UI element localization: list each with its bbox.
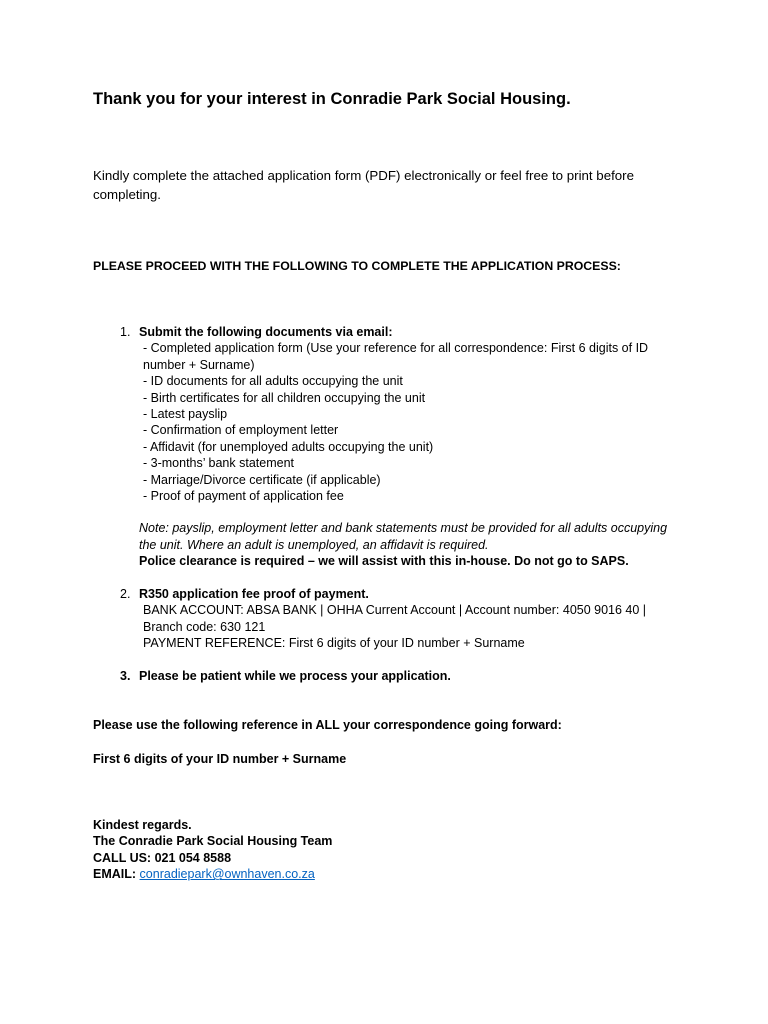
proceed-heading: PLEASE PROCEED WITH THE FOLLOWING TO COMPLETE THE APPLICATION PROCESS:: [93, 259, 621, 273]
step-1-number: 1.: [120, 325, 131, 339]
note-text: Note: payslip, employment letter and bank statements must be provided for all adults occupying the unit. Where an adult is unemployed, an affidavit is required.: [139, 521, 668, 552]
email-label: EMAIL:: [93, 867, 137, 882]
document-item: - Proof of payment of application fee: [143, 489, 344, 504]
document-item: - Confirmation of employment letter: [143, 423, 339, 438]
step-1-title: Submit the following documents via email:: [139, 325, 393, 339]
document-item: - 3-months’ bank statement: [143, 456, 294, 471]
document-item: - Marriage/Divorce certificate (if applicable): [143, 472, 381, 487]
step-2-title: R350 application fee proof of payment.: [139, 587, 369, 601]
signoff-regards: Kindest regards.: [93, 818, 192, 832]
step-2-number: 2.: [120, 587, 131, 601]
police-clearance-text: Police clearance is required – we will assist with this in-house. Do not go to SAPS.: [139, 554, 629, 569]
reference-value: First 6 digits of your ID number + Surname: [93, 752, 347, 766]
page-title: Thank you for your interest in Conradie Park Social Housing.: [93, 90, 571, 108]
reference-instruction: Please use the following reference in ALL your correspondence going forward:: [93, 718, 562, 732]
document-item: - Latest payslip: [143, 407, 228, 422]
document-list: [139, 340, 684, 504]
step-3-number: 3.: [120, 669, 131, 683]
document-item: - Completed application form (Use your reference for all correspondence: First 6 digits of ID number + Surname): [143, 341, 649, 372]
step-3-title: Please be patient while we process your application.: [139, 669, 451, 683]
document-item: - ID documents for all adults occupying the unit: [143, 374, 403, 389]
intro-paragraph: Kindly complete the attached application form (PDF) electronically or feel free to print before completing.: [93, 168, 635, 202]
document-item: - Affidavit (for unemployed adults occupying the unit): [143, 439, 434, 454]
signoff-email-line: [93, 866, 332, 882]
email-link[interactable]: conradiepark@ownhaven.co.za: [139, 867, 315, 882]
step-2-body: [139, 586, 684, 652]
document-item: - Birth certificates for all children occupying the unit: [143, 390, 426, 405]
signoff-phone: CALL US: 021 054 8588: [93, 850, 232, 865]
step-3-body: [139, 668, 684, 684]
bank-account-details: BANK ACCOUNT: ABSA BANK | OHHA Current Account | Account number: 4050 9016 40 | Branch code: 630 121: [143, 603, 647, 634]
signoff-team: The Conradie Park Social Housing Team: [93, 834, 333, 849]
signoff: [93, 817, 332, 883]
payment-reference: PAYMENT REFERENCE: First 6 digits of your ID number + Surname: [143, 636, 525, 651]
step-1-body: [139, 324, 684, 570]
